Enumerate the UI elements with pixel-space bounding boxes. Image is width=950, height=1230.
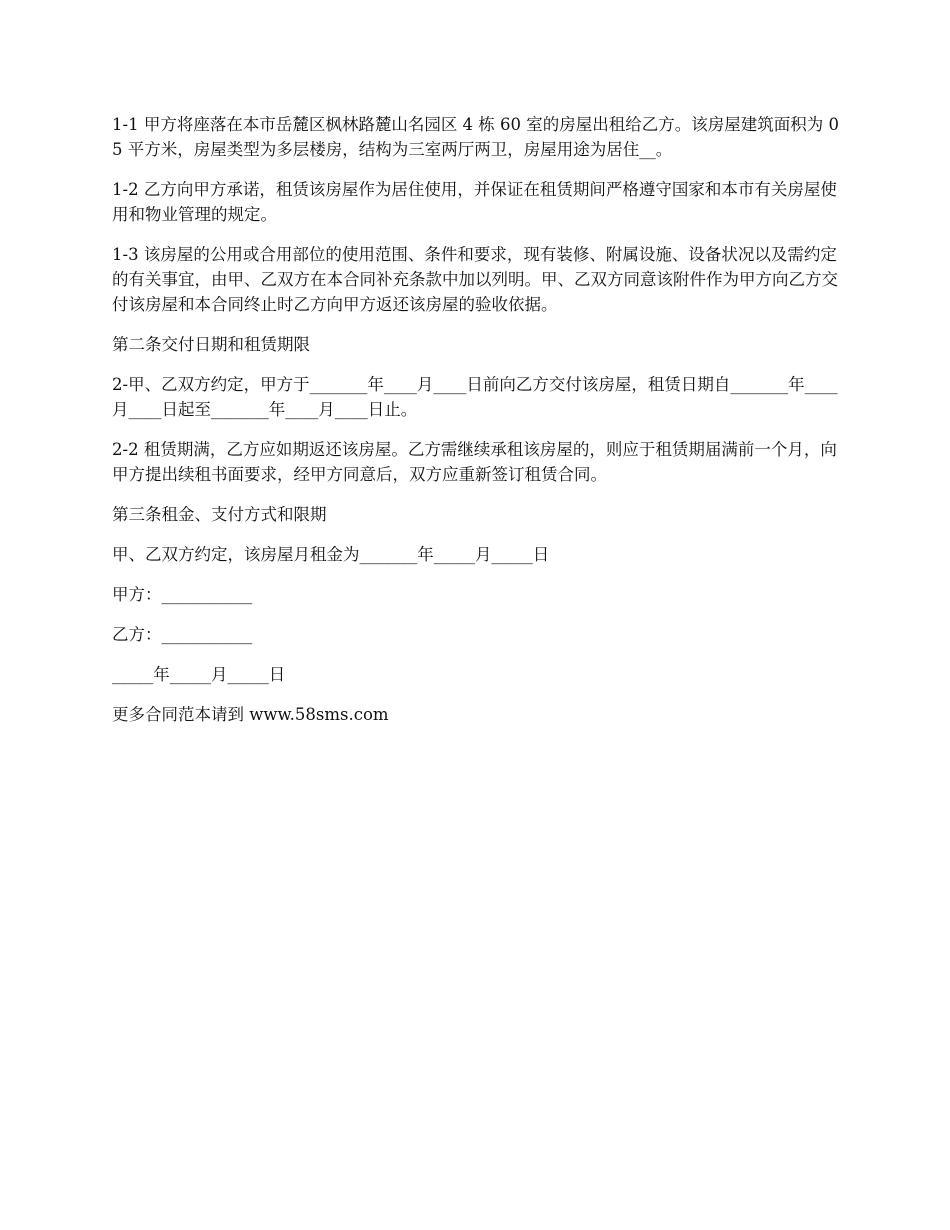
clause-1-2: 1-2 乙方向甲方承诺，租赁该房屋作为居住使用，并保证在租赁期间严格遵守国家和本市有关房屋使用和物业管理的规定。 — [112, 180, 837, 224]
footer-link-text: 更多合同范本请到 www.58sms.com — [112, 705, 389, 724]
clause-2-2: 2-2 租赁期满，乙方应如期返还该房屋。乙方需继续承租该房屋的，则应于租赁期届满前一个月，向甲方提出续租书面要求，经甲方同意后，双方应重新签订租赁合同。 — [112, 440, 837, 484]
section-heading-3: 第三条租金、支付方式和限期 — [112, 505, 327, 524]
clause-1-3: 1-3 该房屋的公用或合用部位的使用范围、条件和要求，现有装修、附属设施、设备状况以及需约定的有关事宜，由甲、乙双方在本合同补充条款中加以列明。甲、乙双方同意该附件作为甲方向乙方交付该房屋和本合同终止时乙方向甲方返还该房屋的验收依据。 — [112, 245, 838, 314]
clause-1-1: 1-1 甲方将座落在本市岳麓区枫林路麓山名园区 4 栋 60 室的房屋出租给乙方。该房屋建筑面积为 05 平方米，房屋类型为多层楼房，结构为三室两厅两卫，房屋用途为居住__。 — [112, 115, 840, 159]
rent-clause: 甲、乙双方约定，该房屋月租金为_______年_____月_____日 — [112, 545, 550, 564]
section-heading-2: 第二条交付日期和租赁期限 — [112, 335, 310, 354]
signature-date: _____年_____月_____日 — [112, 665, 286, 684]
party-a-signature: 甲方：___________ — [112, 585, 253, 604]
document-page — [112, 112, 840, 742]
clause-2-1: 2-甲、乙双方约定，甲方于_______年____月____日前向乙方交付该房屋，租赁日期自_______年____月____日起至_______年____月____日止。 — [112, 375, 838, 419]
party-b-signature: 乙方：___________ — [112, 625, 253, 644]
